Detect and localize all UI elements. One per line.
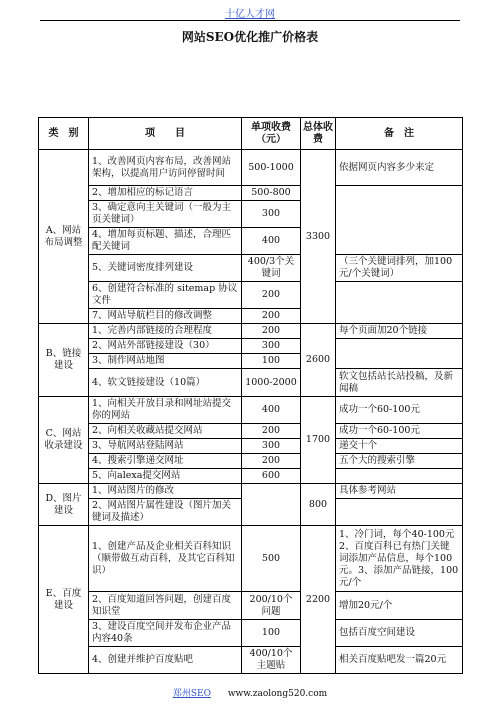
item-cell: 2、百度知道回答问题，创建百度知识堂 xyxy=(89,592,242,620)
table-row xyxy=(39,484,463,499)
footer-brand-link[interactable]: 郑州SEO xyxy=(172,689,211,699)
table-row xyxy=(39,150,463,186)
item-cell: 4、软文链接建设（10篇） xyxy=(89,369,242,397)
unit-fee-cell: 400 xyxy=(242,397,301,424)
note-cell xyxy=(336,339,463,369)
page-footer xyxy=(0,686,500,699)
item-cell: 2、网站外部链接建设（30） xyxy=(89,339,242,354)
item-cell: 1、创建产品及企业相关百科知识（顺带做互动百科，及其它百科知识） xyxy=(89,526,242,592)
header-note: 备 注 xyxy=(336,118,463,150)
unit-fee-cell: 200 xyxy=(242,324,301,339)
header-divider xyxy=(40,20,460,21)
note-cell: 1、冷门词，每个40-100元 2、百度百科已有热门关键词添加产品信息，每个100元。3、添加产品链接，100元/个 xyxy=(336,526,463,592)
unit-fee-cell: 600 xyxy=(242,469,301,484)
unit-fee-cell: 400/10个主题贴 xyxy=(242,647,301,674)
table-row xyxy=(39,424,463,439)
item-cell: 1、向相关开放目录和网址站提交你的网站 xyxy=(89,397,242,424)
item-cell: 3、建设百度空间并发布企业产品内容40条 xyxy=(89,620,242,647)
header-total-fee: 总体收费 xyxy=(301,118,336,150)
note-cell: 依据网页内容多少来定 xyxy=(336,150,463,186)
note-cell: 递交十个 xyxy=(336,439,463,454)
unit-fee-cell: 400/3个关键词 xyxy=(242,255,301,282)
note-cell xyxy=(336,186,463,255)
unit-fee-cell: 200 xyxy=(242,282,301,309)
item-cell: 4、搜索引擎递交网址 xyxy=(89,454,242,469)
unit-fee-cell: 200 xyxy=(242,424,301,439)
item-cell: 6、创建符合标准的 sitemap 协议文件 xyxy=(89,282,242,309)
header-unit-fee: 单项收费（元） xyxy=(242,118,301,150)
total-fee-cell: 2600 xyxy=(301,324,336,397)
unit-fee-cell: 400 xyxy=(242,228,301,255)
unit-fee-cell: 500-800 xyxy=(242,186,301,201)
table-row xyxy=(39,439,463,454)
table-row xyxy=(39,186,463,201)
table-row xyxy=(39,339,463,354)
total-fee-cell: 1700 xyxy=(301,397,336,484)
item-cell: 1、改善网页内容布局，改善网站架构，以提高用户访问停留时间 xyxy=(89,150,242,186)
note-cell: （三个关键词排列，加100元/个关键词） xyxy=(336,255,463,282)
table-header-row xyxy=(39,118,463,150)
total-fee-cell: 800 xyxy=(301,484,336,526)
unit-fee-cell: 500-1000 xyxy=(242,150,301,186)
item-cell: 5、向alexa提交网站 xyxy=(89,469,242,484)
item-cell: 7、网站导航栏目的修改调整 xyxy=(89,309,242,324)
note-cell: 具体参考网站 xyxy=(336,484,463,499)
item-cell: 4、创建并维护百度贴吧 xyxy=(89,647,242,674)
table-row xyxy=(39,255,463,282)
table-row xyxy=(39,620,463,647)
note-cell xyxy=(336,499,463,526)
category-cell: B、链接建设 xyxy=(39,324,89,397)
unit-fee-cell: 100 xyxy=(242,354,301,369)
item-cell: 1、完善内部链接的合理程度 xyxy=(89,324,242,339)
table-row xyxy=(39,592,463,620)
category-cell: D、图片建设 xyxy=(39,484,89,526)
note-cell: 每个页面加20个链接 xyxy=(336,324,463,339)
unit-fee-cell: 200 xyxy=(242,309,301,324)
total-fee-cell: 3300 xyxy=(301,150,336,324)
header-category: 类 别 xyxy=(39,118,89,150)
header-item: 项 目 xyxy=(89,118,242,150)
note-cell xyxy=(336,282,463,324)
header-link[interactable]: 十亿人才网 xyxy=(225,9,275,20)
unit-fee-cell: 300 xyxy=(242,201,301,228)
note-cell: 软文包括站长站投稿，及新闻稿 xyxy=(336,369,463,397)
table-row xyxy=(39,526,463,592)
unit-fee-cell: 300 xyxy=(242,339,301,354)
item-cell: 1、网站图片的修改 xyxy=(89,484,242,499)
table-row xyxy=(39,397,463,424)
item-cell: 5、关键词密度排列建设 xyxy=(89,255,242,282)
item-cell: 3、导航网站登陆网站 xyxy=(89,439,242,454)
item-cell: 2、向相关收藏站提交网站 xyxy=(89,424,242,439)
item-cell: 2、网站图片属性建设（图片加关键词及描述） xyxy=(89,499,242,526)
table-row xyxy=(39,369,463,397)
category-cell: A、网站布局调整 xyxy=(39,150,89,324)
table-row xyxy=(39,324,463,339)
unit-fee-cell: 200 xyxy=(242,454,301,469)
unit-fee-cell: 200/10个问题 xyxy=(242,592,301,620)
document-title: 网站SEO优化推广价格表 xyxy=(181,30,319,44)
note-cell: 成功一个60-100元 xyxy=(336,397,463,424)
note-cell: 增加20元/个 xyxy=(336,592,463,620)
total-fee-cell: 2200 xyxy=(301,526,336,674)
note-cell xyxy=(336,469,463,484)
unit-fee-cell: 100 xyxy=(242,620,301,647)
table-row xyxy=(39,647,463,674)
price-table xyxy=(38,117,463,674)
item-cell: 4、增加每页标题、描述，合理匹配关键词 xyxy=(89,228,242,255)
table-row xyxy=(39,469,463,484)
unit-fee-cell: 300 xyxy=(242,439,301,454)
unit-fee-cell: 1000-2000 xyxy=(242,369,301,397)
note-cell: 相关百度贴吧发一篇20元 xyxy=(336,647,463,674)
unit-fee-cell xyxy=(242,484,301,526)
note-cell: 包括百度空间建设 xyxy=(336,620,463,647)
table-row xyxy=(39,282,463,309)
unit-fee-cell: 500 xyxy=(242,526,301,592)
item-cell: 2、增加相应的标记语言 xyxy=(89,186,242,201)
category-cell: C、网站收录建设 xyxy=(39,397,89,484)
table-row xyxy=(39,454,463,469)
note-cell: 五个大的搜索引擎 xyxy=(336,454,463,469)
item-cell: 3、确定意向主关键词（一般为主页关键词） xyxy=(89,201,242,228)
footer-site-url: www.zaolong520.com xyxy=(227,689,328,699)
note-cell: 成功一个60-100元 xyxy=(336,424,463,439)
item-cell: 3、制作网站地图 xyxy=(89,354,242,369)
category-cell: E、百度建设 xyxy=(39,526,89,674)
